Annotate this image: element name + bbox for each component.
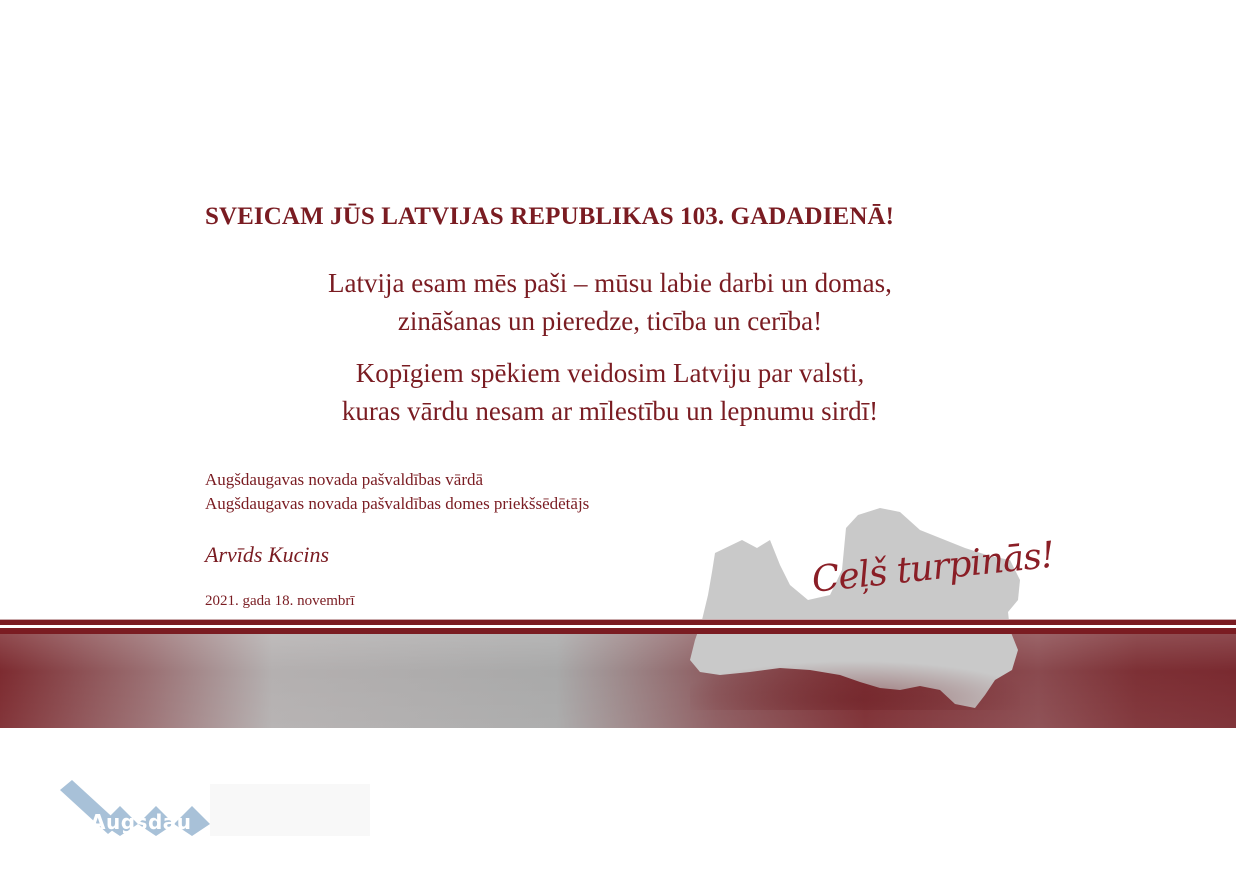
verse-first-line-2: zināšanas un pieredze, ticība un cerība!: [397, 306, 823, 336]
on-behalf-line: Augšdaugavas novada pašvaldības vārdā: [205, 470, 484, 489]
verse-first: [180, 264, 1040, 340]
stripe-white: [0, 625, 1236, 628]
position-line: Augšdaugavas novada pašvaldības domes priekšsēdētājs: [205, 494, 590, 513]
verse-second-line-1: Kopīgiem spēkiem veidosim Latviju par valsti,: [355, 358, 865, 388]
motto-script: Ceļš turpinās!: [809, 534, 1057, 601]
date-line: 2021. gada 18. novembrī: [205, 593, 355, 609]
verse-second-line-2: kuras vārdu nesam ar mīlestību un lepnumu sirdī!: [341, 396, 879, 426]
greeting-heading: SVEICAM JŪS LATVIJAS REPUBLIKAS 103. GADADIENĀ!: [205, 203, 895, 230]
verse-second: [180, 354, 1040, 430]
verse-first-line-1: Latvija esam mēs paši – mūsu labie darbi un domas,: [328, 268, 892, 298]
stripe-top: [0, 620, 1236, 625]
stripe-bottom: [0, 628, 1236, 634]
logo-wordmark: Augsdau: [90, 810, 192, 834]
signatory-name: Arvīds Kucins: [205, 542, 330, 567]
